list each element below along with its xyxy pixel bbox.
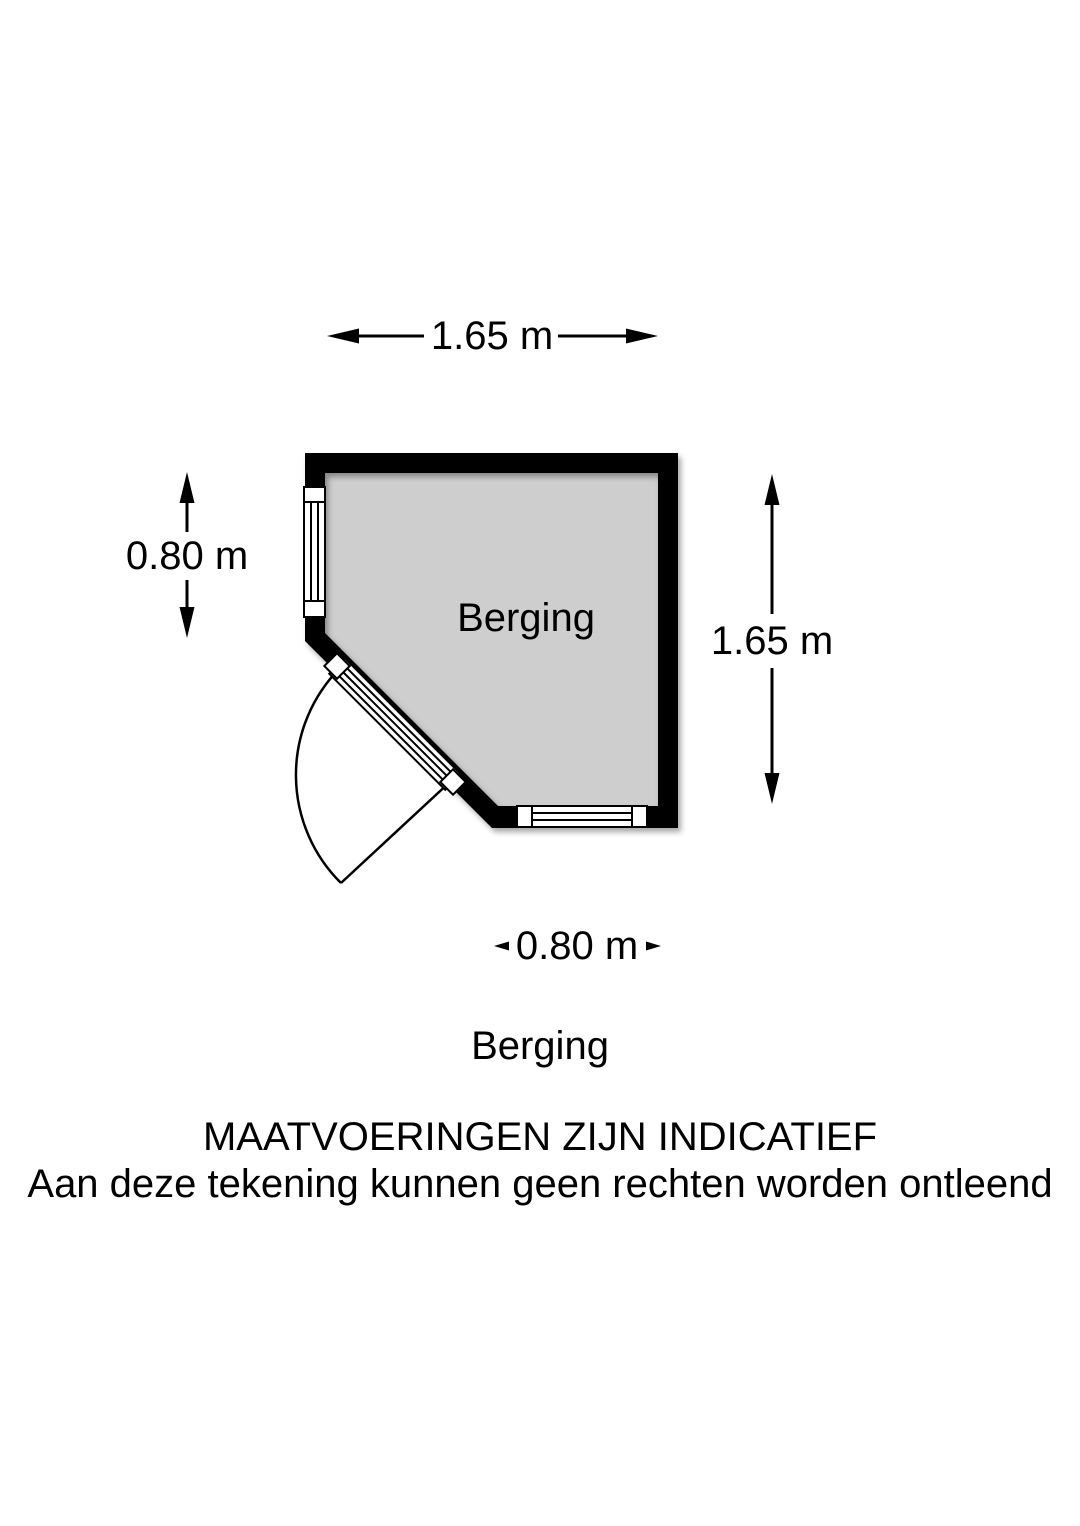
dimension-label-bottom: 0.80 m (515, 924, 639, 968)
arrowhead-right-icon (646, 942, 661, 951)
bottom-window (517, 806, 647, 827)
room-label: Berging (457, 596, 595, 640)
arrowhead-up-icon (765, 474, 780, 505)
dimension-label-top: 1.65 m (430, 314, 554, 358)
arrowhead-right-icon (626, 329, 658, 344)
arrowhead-up-icon (180, 472, 195, 503)
arrowhead-down-icon (765, 773, 780, 804)
dimension-label-left: 0.80 m (125, 534, 249, 578)
dimension-label-right: 1.65 m (710, 619, 834, 663)
left-window (304, 487, 325, 617)
arrowhead-down-icon (180, 607, 195, 638)
plan-caption: Berging (471, 1024, 609, 1068)
arrowhead-left-icon (327, 329, 359, 344)
door-leaf (341, 780, 452, 883)
arrowhead-left-icon (494, 942, 509, 951)
door-swing-arc (296, 669, 341, 883)
disclaimer-line-2: Aan deze tekening kunnen geen rechten worden ontleend (27, 1162, 1053, 1206)
disclaimer-line-1: MAATVOERINGEN ZIJN INDICATIEF (202, 1115, 878, 1159)
